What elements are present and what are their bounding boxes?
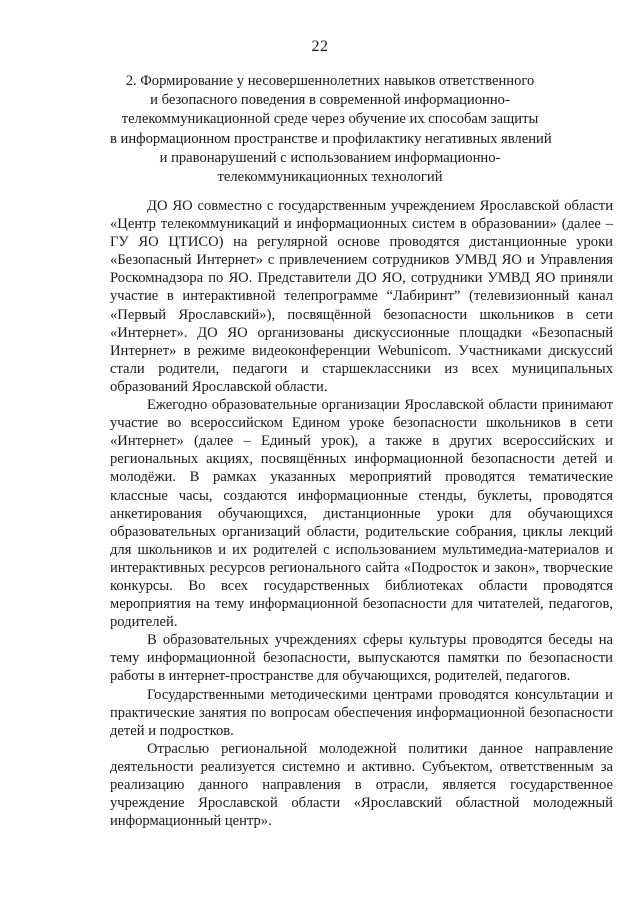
heading-line: телекоммуникационной среде через обучение их способам защиты bbox=[121, 111, 539, 128]
heading-line: в информационном пространстве и профилактику негативных явлений bbox=[110, 130, 552, 147]
paragraph: Ежегодно образовательные организации Ярославской области принимают участие во всероссийском Едином уроке безопасности школьников в сети «Интернет» (далее – Единый урок), а также в других всероссийских и региональных акциях, посвящённых информационной безопасности детей и молодёжи. В рамках указанных мероприятий проводятся тематические классные часы, создаются информационные стенды, буклеты, проводятся анкетирования обучающихся, дистанционные уроки для обучающихся образовательных организаций области, родительские собрания, циклы лекций для школьников и их родителей с использованием мультимедиа-материалов и интерактивных ресурсов регионального сайта «Подросток и закон», творческие конкурсы. Во всех государственных библиотеках области проводятся мероприятия на тему информационной безопасности для читателей, педагогов, родителей. bbox=[110, 397, 613, 631]
paragraph: Государственными методическими центрами проводятся консультации и практические занятия по вопросам обеспечения информационной безопасности детей и подростков. bbox=[110, 686, 613, 739]
page-number: 22 bbox=[311, 38, 329, 55]
section-heading bbox=[110, 72, 550, 187]
heading-line: телекоммуникационных технологий bbox=[217, 169, 443, 186]
paragraph: ДО ЯО совместно с государственным учреждением Ярославской области «Центр телекоммуникаций и информационных систем в образовании» (далее – ГУ ЯО ЦТИСО) на регулярной основе проводятся дистанционные уроки «Безопасный Интернет» с привлечением сотрудников УМВД ЯО и Управления Роскомнадзора по ЯО. Представители ДО ЯО, сотрудники УМВД ЯО приняли участие в интерактивной телепрограмме “Лабиринт” (телевизионный канал «Первый Ярославский»), посвящённой безопасности школьников в сети «Интернет». ДО ЯО организованы дискуссионные площадки «Безопасный Интернет» в режиме видеоконференции Webunicom. Участниками дискуссий стали родители, педагоги и старшеклассники из всех муниципальных образований Ярославской области. bbox=[110, 198, 613, 395]
heading-line: 2. Формирование у несовершеннолетних навыков ответственного bbox=[125, 73, 535, 89]
body-text bbox=[110, 197, 613, 830]
paragraph: Отраслью региональной молодежной политики данное направление деятельности реализуется системно и активно. Субъектом, ответственным за реализацию данного направления в отрасли, является государственное учреждение Ярославской области «Ярославский областной молодежный информационный центр». bbox=[110, 740, 613, 830]
paragraph: В образовательных учреждениях сферы культуры проводятся беседы на тему информационной безопасности, выпускаются памятки по безопасности работы в интернет-пространстве для обучающихся, родителей, педагогов. bbox=[110, 632, 613, 685]
heading-line: и безопасного поведения в современной информационно- bbox=[150, 92, 510, 109]
heading-line: и правонарушений с использованием информационно- bbox=[159, 149, 501, 166]
